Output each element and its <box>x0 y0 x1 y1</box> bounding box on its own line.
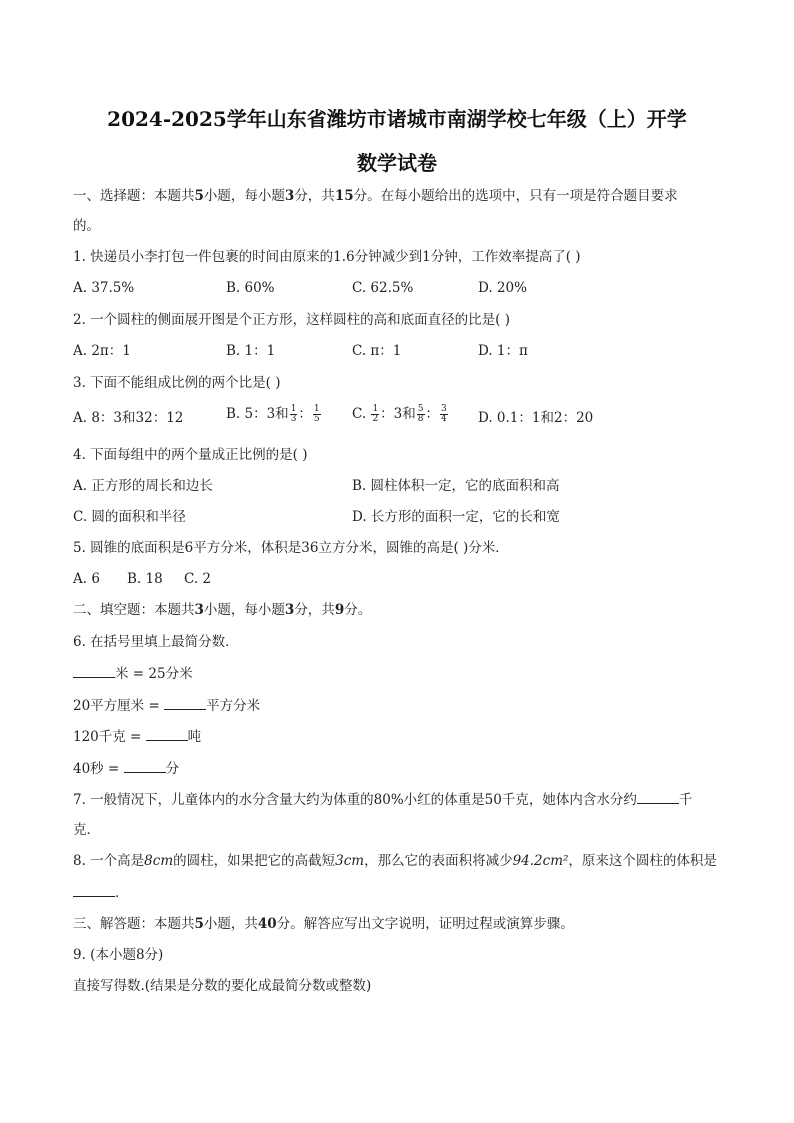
q1-option-d: D. 20% <box>478 280 527 296</box>
q3-option-a: A. 8：3和32：12 <box>73 410 184 426</box>
q9-stem: 9. (本小题8分) <box>73 947 164 963</box>
q1-option-b: B. 60% <box>226 280 275 296</box>
q9-instruction: 直接写得数.(结果是分数的要化成最简分数或整数) <box>73 978 372 994</box>
q4-option-a: A. 正方形的周长和边长 <box>73 478 213 494</box>
q2-stem: 2. 一个圆柱的侧面展开图是个正方形，这样圆柱的高和底面直径的比是( ) <box>73 312 510 328</box>
q7-stem: 7. 一般情况下，儿童体内的水分含量大约为体重的80%小红的体重是50千克，她体内含水分约 千 <box>73 789 692 810</box>
q8-height: 8cm <box>144 853 174 869</box>
q4-option-b: B. 圆柱体积一定，它的底面积和高 <box>352 478 560 494</box>
section1-prefix: 一、选择题：本题共 <box>73 188 195 204</box>
q3-b-fraction-2: $\frac{1}{5}$ <box>313 404 320 424</box>
q3-option-b-text: B. 5：3和 <box>226 406 289 422</box>
q1-option-a: A. 37.5% <box>73 280 135 296</box>
q5-option-c: C. 2 <box>184 571 212 587</box>
q7-blank[interactable] <box>637 789 679 804</box>
q2-option-a: A. 2π：1 <box>73 343 131 359</box>
q3-c-fraction-1: $\frac{1}{2}$ <box>372 404 379 424</box>
exam-title-line2: 数学试卷 <box>357 151 437 175</box>
q6-blank-2[interactable] <box>164 695 206 710</box>
q2-option-c: C. π：1 <box>352 343 402 359</box>
q3-option-d: D. 0.1：1和2：20 <box>478 410 594 426</box>
section2-heading: 二、填空题：本题共3小题，每小题3分，共9分。 <box>73 602 372 618</box>
q3-b-fraction-1: $\frac{1}{3}$ <box>290 404 297 424</box>
q2-option-d: D. 1：π <box>478 343 528 359</box>
section1-suffix: 分。在每小题给出的选项中，只有一项是符合题目要求 <box>353 188 678 204</box>
q4-stem: 4. 下面每组中的两个量成正比例的是( ) <box>73 447 308 463</box>
q8-stem: 8. 一个高是8cm的圆柱，如果把它的高截短3cm，那么它的表面积将减少94.2cm²，原来这个圆柱的体积是 <box>73 853 717 869</box>
section1-heading-cont: 的。 <box>73 218 100 234</box>
q2-option-b: B. 1：1 <box>226 343 276 359</box>
q1-option-c: C. 62.5% <box>352 280 414 296</box>
q5-option-a: A. 6 <box>73 571 100 587</box>
q6-blank-3[interactable] <box>146 726 188 741</box>
section1-count: 5 <box>194 188 204 204</box>
q8-cut: 3cm <box>335 853 365 869</box>
q4-option-d: D. 长方形的面积一定，它的长和宽 <box>352 509 560 525</box>
exam-title-line1: 2024-2025学年山东省潍坊市诸城市南湖学校七年级（上）开学 <box>107 107 687 131</box>
q6-blank-1[interactable] <box>73 663 115 678</box>
q6-stem: 6. 在括号里填上最简分数． <box>73 634 239 650</box>
q5-option-b: B. 18 <box>127 571 163 587</box>
section3-heading: 三、解答题：本题共5小题，共40分。解答应写出文字说明，证明过程或演算步骤。 <box>73 916 574 932</box>
q3-option-c: C. $\frac{1}{2}$ ：3和 $\frac{5}{8}$ ： $\frac{3}{4}$ <box>352 404 447 424</box>
section1-points: 3 <box>284 188 295 204</box>
q8-area: 94.2cm² <box>512 853 569 869</box>
q3-stem: 3. 下面不能组成比例的两个比是( ) <box>73 375 281 391</box>
q8-blank[interactable] <box>73 882 115 897</box>
q6-line4: 40秒 = 分 <box>73 758 179 779</box>
q6-line1: 米 = 25分米 <box>73 663 193 684</box>
section1-mid1: 小题，每小题 <box>203 188 285 204</box>
q1-stem: 1. 快递员小李打包一件包裹的时间由原来的1.6分钟减少到1分钟，工作效率提高了( ) <box>73 249 581 265</box>
q7-stem-cont: 克． <box>73 822 100 838</box>
q3-option-b: B. 5：3和 $\frac{1}{3}$ ： $\frac{1}{5}$ <box>226 404 320 424</box>
q6-blank-4[interactable] <box>124 758 166 773</box>
q6-line2: 20平方厘米 = 平方分米 <box>73 695 260 716</box>
q8-stem-cont: ． <box>73 882 129 903</box>
q3-c-fraction-2: $\frac{5}{8}$ <box>417 404 424 424</box>
q6-line3: 120千克 = 吨 <box>73 726 201 747</box>
q5-stem: 5. 圆锥的底面积是6平方分米，体积是36立方分米，圆锥的高是( )分米． <box>73 540 509 556</box>
q3-c-fraction-3: $\frac{3}{4}$ <box>441 404 447 424</box>
section1-heading <box>73 186 678 206</box>
section1-total: 15 <box>334 188 354 204</box>
q4-option-c: C. 圆的面积和半径 <box>73 509 186 525</box>
section1-mid2: 分，共 <box>294 188 335 204</box>
